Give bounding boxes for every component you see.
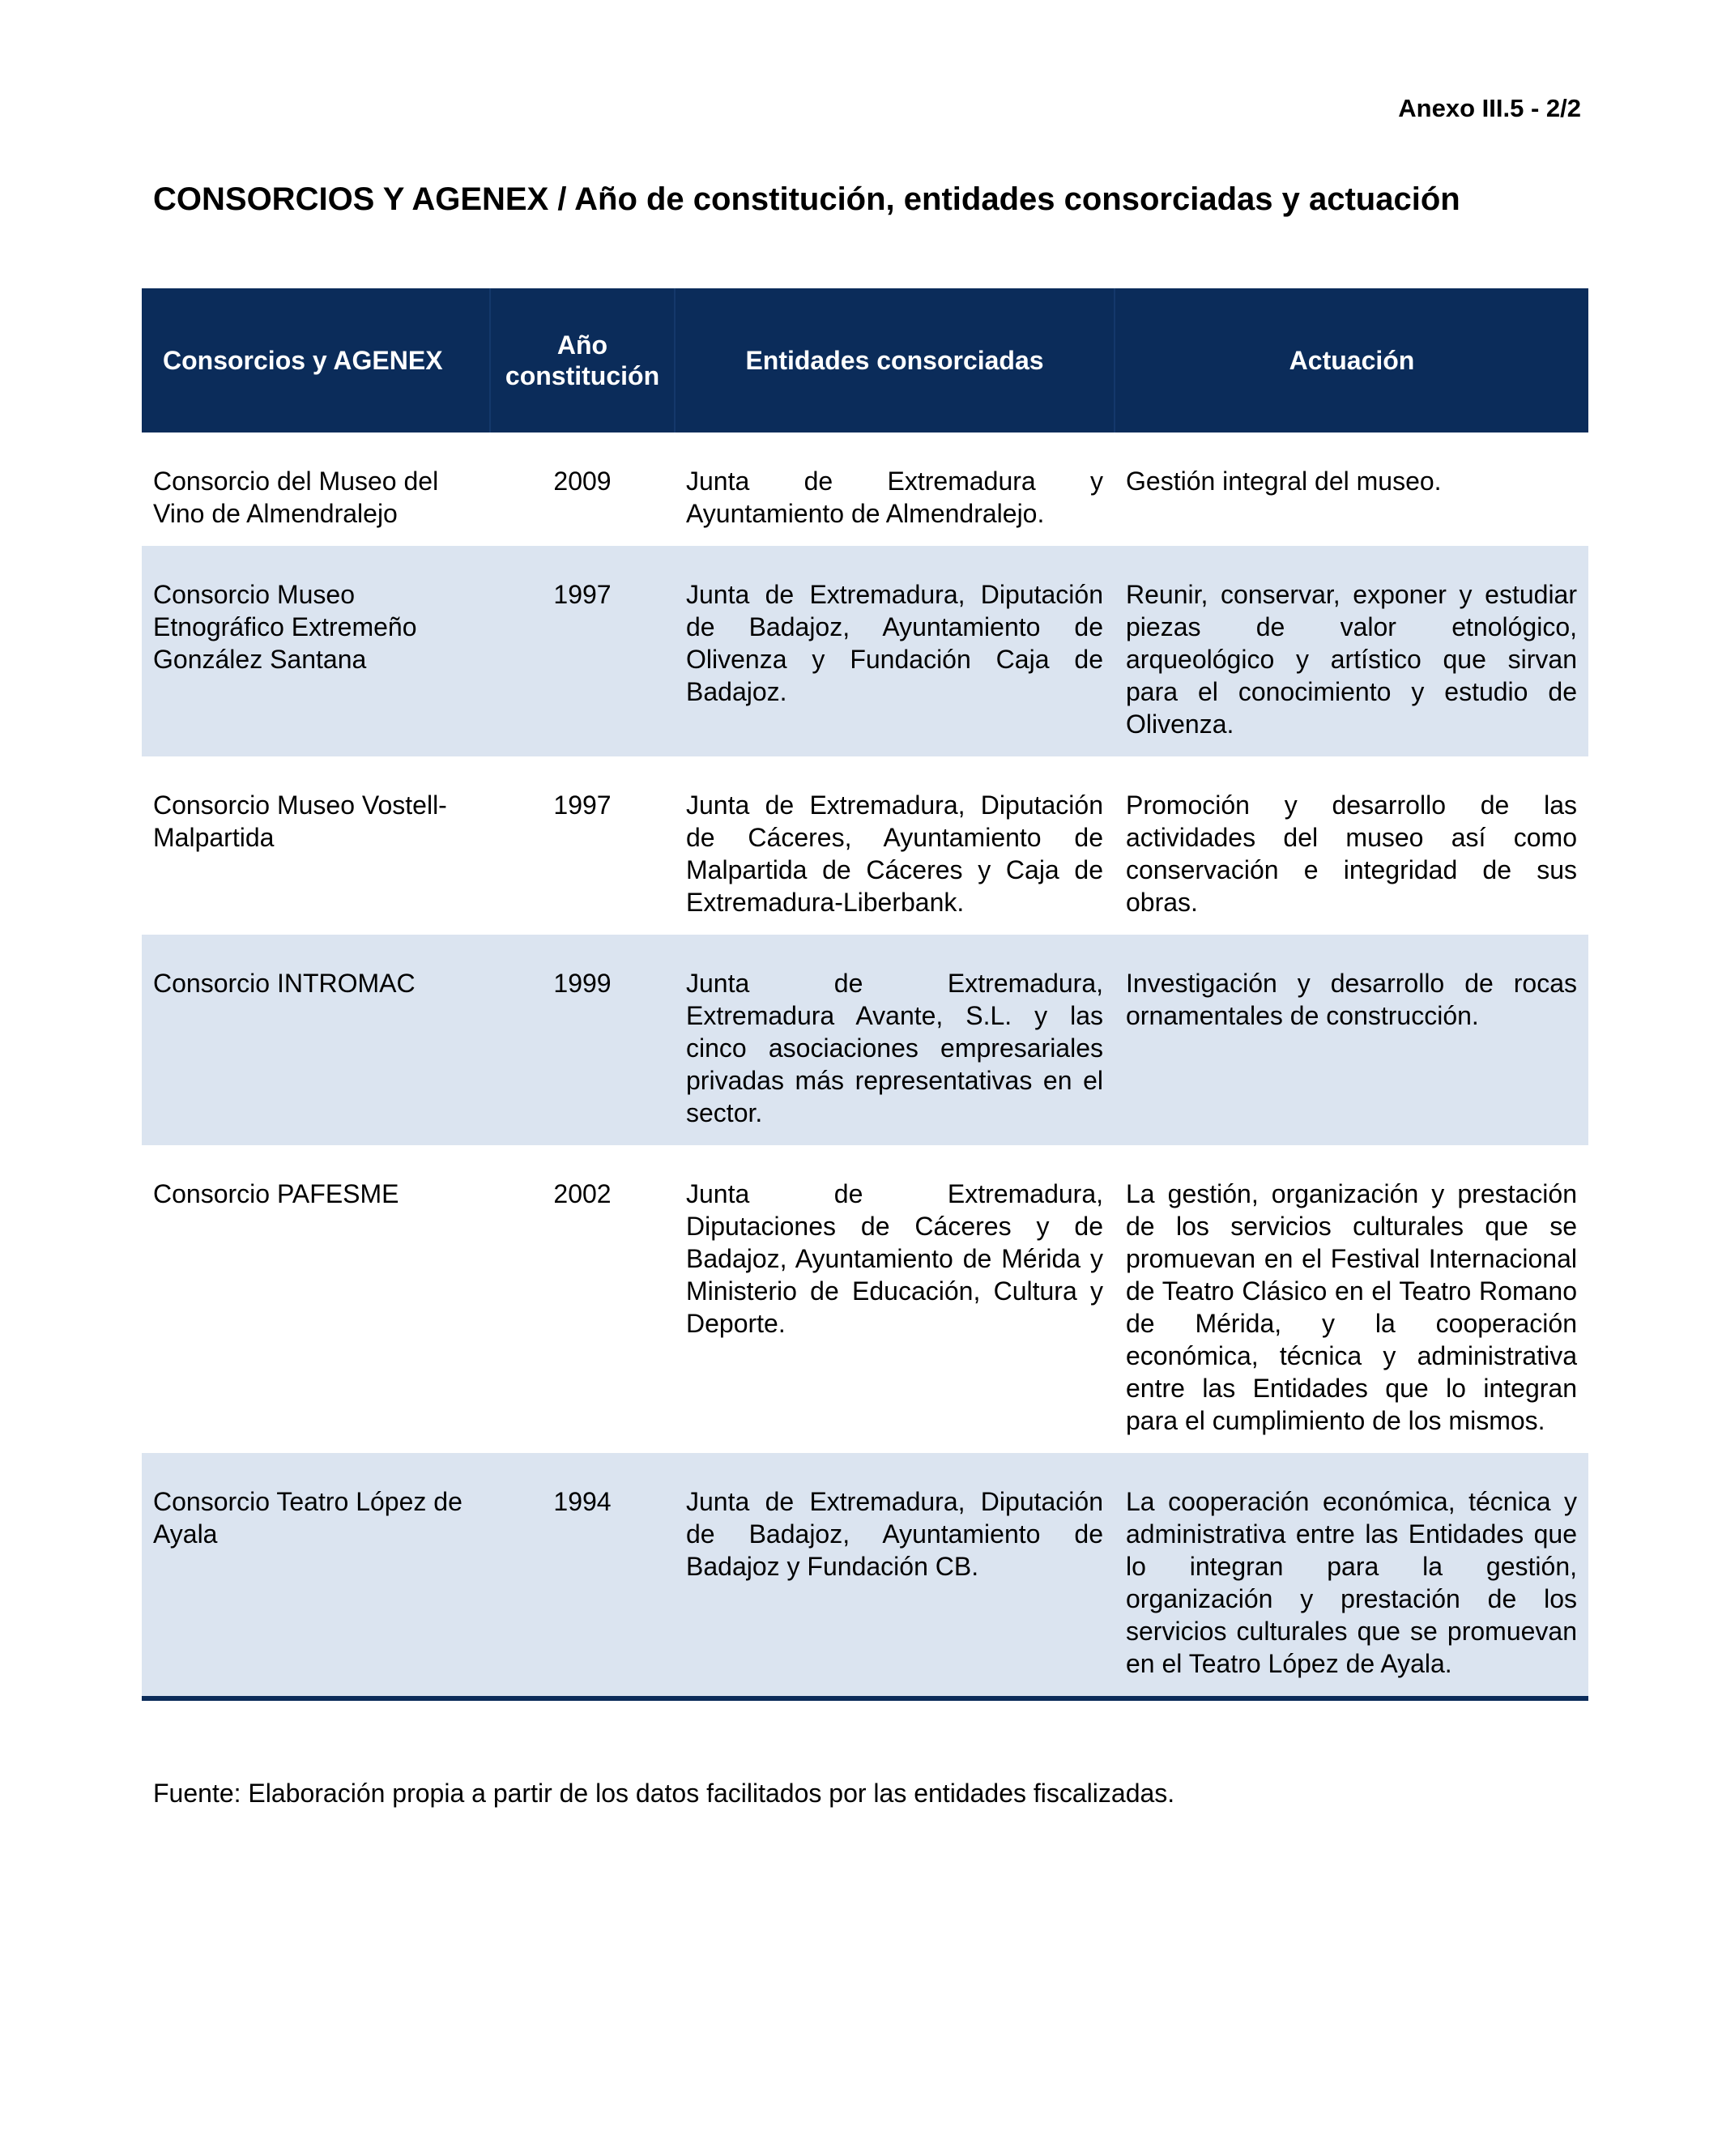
cell-entities: Junta de Extremadura, Extremadura Avante, S.L. y las cinco asociaciones empresariales privadas más representativas en el sector. [675, 935, 1115, 1145]
table-row [142, 756, 1588, 935]
table-bottom-rule [142, 1696, 1588, 1701]
cell-name: Consorcio PAFESME [153, 1179, 399, 1208]
cell-action: La gestión, organización y prestación de los servicios culturales que se promuevan en el Festival Internacional de Teatro Clásico en el Teatro Romano de Mérida, y la cooperación económica, técnica y administrativa entre las Entidades que lo integran para el cumplimiento de los mismos. [1126, 1179, 1577, 1435]
cell-year: 1999 [490, 935, 675, 1145]
table-row [142, 935, 1588, 1145]
table-row [142, 1145, 1588, 1453]
cell-name: Consorcio del Museo del Vino de Almendralejo [153, 467, 439, 528]
column-header-name: Consorcios y AGENEX [142, 288, 490, 432]
cell-year: 2009 [553, 467, 612, 496]
cell-entities: Junta de Extremadura, Diputación de Cáceres, Ayuntamiento de Malpartida de Cáceres y Caja de Extremadura-Liberbank. [686, 790, 1103, 917]
header-row [142, 288, 1588, 432]
consortium-table [142, 288, 1588, 1696]
table-row [142, 432, 1588, 546]
cell-name: Consorcio Teatro López de Ayala [142, 1453, 490, 1696]
column-header-action: Actuación [1115, 288, 1588, 432]
page-title: CONSORCIOS Y AGENEX / Año de constitución, entidades consorciadas y actuación [153, 181, 1460, 217]
cell-action: Promoción y desarrollo de las actividades del museo así como conservación e integridad de sus obras. [1126, 790, 1577, 917]
cell-action: Investigación y desarrollo de rocas ornamentales de construcción. [1115, 935, 1588, 1145]
cell-name: Consorcio Museo Etnográfico Extremeño González Santana [142, 546, 490, 756]
table-row [142, 1453, 1588, 1696]
column-header-year [490, 288, 675, 432]
cell-year: 1994 [490, 1453, 675, 1696]
column-header-year-line2: constitución [505, 361, 660, 390]
cell-year: 1997 [490, 546, 675, 756]
consortium-table-wrapper [142, 288, 1588, 1701]
table-header [142, 288, 1588, 432]
column-header-year-line1: Año [556, 330, 608, 360]
cell-year: 2002 [553, 1179, 612, 1208]
cell-entities: Junta de Extremadura, Diputaciones de Cáceres y de Badajoz, Ayuntamiento de Mérida y Ministerio de Educación, Cultura y Deporte. [686, 1179, 1103, 1338]
cell-entities: Junta de Extremadura, Diputación de Badajoz, Ayuntamiento de Olivenza y Fundación Caja de Badajoz. [675, 546, 1115, 756]
annex-label: Anexo III.5 - 2/2 [1398, 94, 1581, 122]
cell-entities: Junta de Extremadura y Ayuntamiento de Almendralejo. [686, 467, 1103, 528]
cell-entities: Junta de Extremadura, Diputación de Badajoz, Ayuntamiento de Badajoz y Fundación CB. [675, 1453, 1115, 1696]
table-body [142, 432, 1588, 1696]
source-note: Fuente: Elaboración propia a partir de los datos facilitados por las entidades fiscalizadas. [153, 1779, 1175, 1808]
table-row [142, 546, 1588, 756]
cell-action: Reunir, conservar, exponer y estudiar piezas de valor etnológico, arqueológico y artístico que sirvan para el conocimiento y estudio de Olivenza. [1115, 546, 1588, 756]
cell-year: 1997 [553, 790, 612, 820]
cell-action: La cooperación económica, técnica y administrativa entre las Entidades que lo integran para la gestión, organización y prestación de los servicios culturales que se promuevan en el Teatro López de Ayala. [1115, 1453, 1588, 1696]
column-header-entities: Entidades consorciadas [675, 288, 1115, 432]
cell-name: Consorcio Museo Vostell-Malpartida [153, 790, 447, 852]
cell-name: Consorcio INTROMAC [142, 935, 490, 1145]
cell-action: Gestión integral del museo. [1126, 467, 1442, 496]
